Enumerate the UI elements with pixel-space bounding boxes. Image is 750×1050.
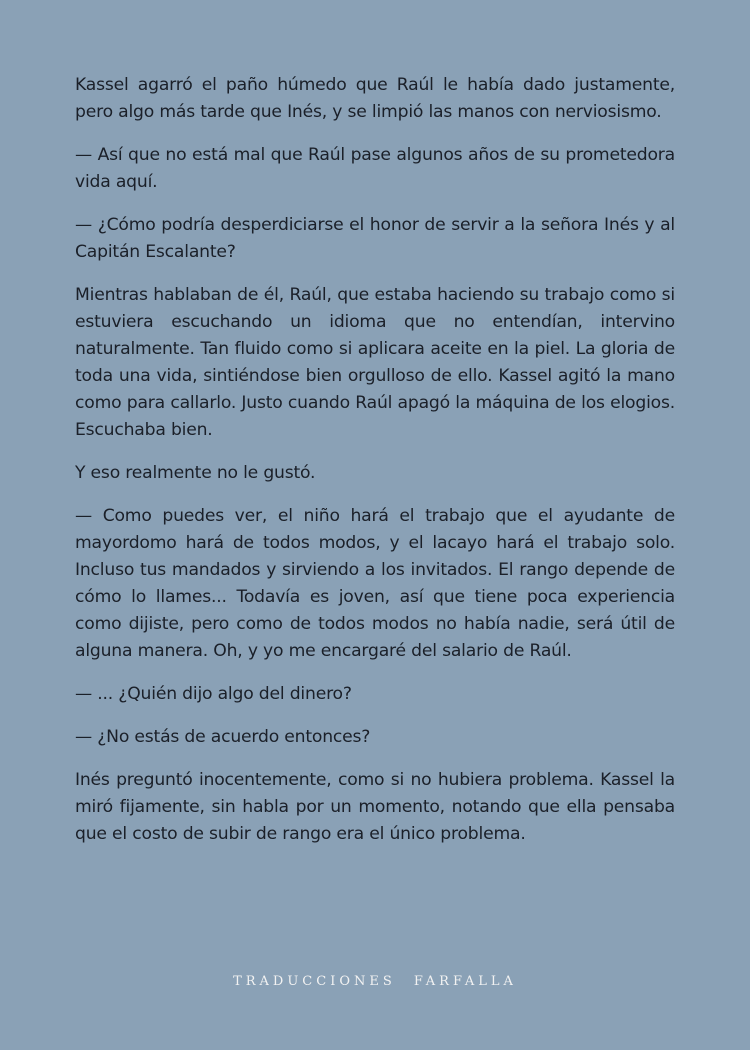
paragraph: — Así que no está mal que Raúl pase algunos años de su prometedora vida aquí.: [75, 145, 675, 192]
paragraph: — ¿Cómo podría desperdiciarse el honor de servir a la señora Inés y al Capitán Escalante?: [75, 215, 675, 262]
paragraph: Mientras hablaban de él, Raúl, que estaba haciendo su trabajo como si estuviera escuchando un idioma que no entendían, intervino naturalmente. Tan fluido como si aplicara aceite en la piel. La gloria de toda una vida, sintiéndose bien orgulloso de ello. Kassel agitó la mano como para callarlo. Justo cuando Raúl apagó la máquina de los elogios. Escuchaba bien.: [75, 285, 675, 440]
paragraph: — Como puedes ver, el niño hará el trabajo que el ayudante de mayordomo hará de todos modos, y el lacayo hará el trabajo solo. Incluso tus mandados y sirviendo a los invitados. El rango depende de cómo lo llames... Todavía es joven, así que tiene poca experiencia como dijiste, pero como de todos modos no había nadie, será útil de alguna manera. Oh, y yo me encargaré del salario de Raúl.: [75, 506, 675, 661]
paragraph: Y eso realmente no le gustó.: [75, 463, 316, 483]
footer-credit: TRADUCCIONES FARFALLA: [233, 974, 517, 989]
paragraph: — ... ¿Quién dijo algo del dinero?: [75, 684, 352, 704]
document-body: [75, 72, 675, 864]
paragraph: — ¿No estás de acuerdo entonces?: [75, 727, 371, 747]
paragraph: Inés preguntó inocentemente, como si no hubiera problema. Kassel la miró fijamente, sin habla por un momento, notando que ella pensaba que el costo de subir de rango era el único problema.: [75, 770, 675, 844]
paragraph: Kassel agarró el paño húmedo que Raúl le había dado justamente, pero algo más tarde que Inés, y se limpió las manos con nerviosismo.: [75, 75, 675, 122]
